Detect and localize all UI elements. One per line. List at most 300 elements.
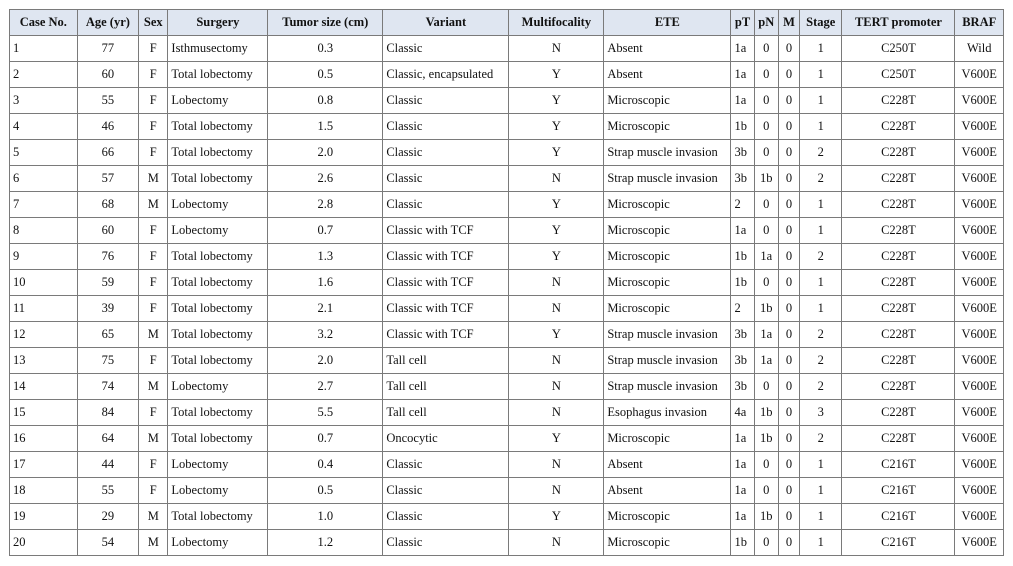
cell-braf: V600E — [955, 166, 1004, 192]
cell-multifocality: Y — [509, 114, 604, 140]
cell-pn: 0 — [754, 192, 778, 218]
cell-pt: 3b — [731, 140, 754, 166]
header-ete: ETE — [604, 10, 731, 36]
cell-stage: 1 — [800, 296, 842, 322]
cell-stage: 1 — [800, 62, 842, 88]
header-row — [10, 10, 1004, 36]
cell-multifocality: Y — [509, 62, 604, 88]
cell-multifocality: Y — [509, 140, 604, 166]
cell-tert-promoter: C228T — [842, 270, 955, 296]
cell-variant: Oncocytic — [383, 426, 509, 452]
cell-tumor-size: 0.7 — [268, 426, 383, 452]
cell-age: 57 — [77, 166, 139, 192]
cell-pn: 0 — [754, 88, 778, 114]
cell-tumor-size: 2.6 — [268, 166, 383, 192]
cell-tert-promoter: C228T — [842, 166, 955, 192]
cell-tert-promoter: C250T — [842, 62, 955, 88]
cell-sex: F — [139, 218, 168, 244]
cell-tumor-size: 2.0 — [268, 348, 383, 374]
cell-pn: 0 — [754, 270, 778, 296]
cell-braf: V600E — [955, 114, 1004, 140]
cell-pt: 1b — [731, 270, 754, 296]
cell-tumor-size: 0.8 — [268, 88, 383, 114]
cell-age: 77 — [77, 36, 139, 62]
cell-pn: 1a — [754, 244, 778, 270]
cell-tert-promoter: C228T — [842, 192, 955, 218]
cell-multifocality: N — [509, 348, 604, 374]
cell-stage: 2 — [800, 348, 842, 374]
cell-pn: 0 — [754, 218, 778, 244]
cell-case-no: 1 — [10, 36, 78, 62]
cell-pt: 3b — [731, 166, 754, 192]
table-row — [10, 374, 1004, 400]
cell-age: 55 — [77, 478, 139, 504]
header-age: Age (yr) — [77, 10, 139, 36]
cell-surgery: Total lobectomy — [168, 166, 268, 192]
cell-ete: Absent — [604, 478, 731, 504]
cell-surgery: Lobectomy — [168, 88, 268, 114]
cell-tumor-size: 5.5 — [268, 400, 383, 426]
cell-age: 60 — [77, 62, 139, 88]
cell-ete: Absent — [604, 452, 731, 478]
cell-stage: 1 — [800, 88, 842, 114]
cell-m: 0 — [778, 218, 799, 244]
header-pt: pT — [731, 10, 754, 36]
cell-tumor-size: 0.7 — [268, 218, 383, 244]
cell-pn: 1b — [754, 166, 778, 192]
header-tumor-size: Tumor size (cm) — [268, 10, 383, 36]
cell-pn: 0 — [754, 36, 778, 62]
cell-variant: Tall cell — [383, 374, 509, 400]
cell-variant: Classic — [383, 88, 509, 114]
table-row — [10, 88, 1004, 114]
cell-ete: Microscopic — [604, 426, 731, 452]
cell-tumor-size: 2.8 — [268, 192, 383, 218]
cell-tert-promoter: C228T — [842, 322, 955, 348]
cell-case-no: 6 — [10, 166, 78, 192]
table-row — [10, 452, 1004, 478]
cell-tumor-size: 2.0 — [268, 140, 383, 166]
cell-variant: Classic — [383, 504, 509, 530]
table-row — [10, 36, 1004, 62]
cell-age: 74 — [77, 374, 139, 400]
cell-variant: Tall cell — [383, 348, 509, 374]
cell-tumor-size: 1.3 — [268, 244, 383, 270]
cell-pn: 1b — [754, 400, 778, 426]
table-row — [10, 322, 1004, 348]
header-variant: Variant — [383, 10, 509, 36]
cell-stage: 1 — [800, 270, 842, 296]
cell-tert-promoter: C228T — [842, 400, 955, 426]
cell-ete: Absent — [604, 62, 731, 88]
cell-braf: V600E — [955, 244, 1004, 270]
cell-age: 64 — [77, 426, 139, 452]
cell-pn: 0 — [754, 478, 778, 504]
cell-ete: Strap muscle invasion — [604, 348, 731, 374]
cell-surgery: Lobectomy — [168, 374, 268, 400]
table-row — [10, 478, 1004, 504]
cell-m: 0 — [778, 62, 799, 88]
cell-surgery: Total lobectomy — [168, 244, 268, 270]
cell-m: 0 — [778, 400, 799, 426]
table-row — [10, 530, 1004, 556]
cell-multifocality: N — [509, 400, 604, 426]
cell-m: 0 — [778, 36, 799, 62]
cell-ete: Microscopic — [604, 504, 731, 530]
cell-variant: Classic with TCF — [383, 270, 509, 296]
cell-ete: Strap muscle invasion — [604, 166, 731, 192]
cell-stage: 1 — [800, 452, 842, 478]
cell-tumor-size: 0.4 — [268, 452, 383, 478]
cell-pt: 2 — [731, 296, 754, 322]
cell-m: 0 — [778, 426, 799, 452]
cell-pn: 0 — [754, 374, 778, 400]
cell-age: 84 — [77, 400, 139, 426]
cell-stage: 1 — [800, 114, 842, 140]
cell-m: 0 — [778, 192, 799, 218]
cell-case-no: 15 — [10, 400, 78, 426]
cell-variant: Classic — [383, 530, 509, 556]
cell-variant: Tall cell — [383, 400, 509, 426]
cell-braf: V600E — [955, 192, 1004, 218]
cell-multifocality: Y — [509, 244, 604, 270]
header-sex: Sex — [139, 10, 168, 36]
cell-ete: Strap muscle invasion — [604, 140, 731, 166]
cell-pt: 1b — [731, 244, 754, 270]
cell-tumor-size: 3.2 — [268, 322, 383, 348]
cell-multifocality: N — [509, 166, 604, 192]
cell-m: 0 — [778, 504, 799, 530]
cell-stage: 1 — [800, 504, 842, 530]
cell-variant: Classic with TCF — [383, 244, 509, 270]
cell-pn: 1a — [754, 322, 778, 348]
cell-tumor-size: 0.5 — [268, 62, 383, 88]
cell-tert-promoter: C228T — [842, 140, 955, 166]
header-tert-promoter: TERT promoter — [842, 10, 955, 36]
cell-pt: 1a — [731, 88, 754, 114]
cell-surgery: Lobectomy — [168, 218, 268, 244]
cell-sex: F — [139, 36, 168, 62]
cell-sex: M — [139, 166, 168, 192]
cell-multifocality: Y — [509, 504, 604, 530]
cell-tert-promoter: C216T — [842, 478, 955, 504]
cell-case-no: 12 — [10, 322, 78, 348]
cell-multifocality: Y — [509, 218, 604, 244]
cell-variant: Classic — [383, 140, 509, 166]
table-row — [10, 62, 1004, 88]
cell-case-no: 19 — [10, 504, 78, 530]
cell-ete: Microscopic — [604, 88, 731, 114]
cell-tert-promoter: C250T — [842, 36, 955, 62]
cell-sex: M — [139, 426, 168, 452]
cell-case-no: 10 — [10, 270, 78, 296]
cell-tumor-size: 1.2 — [268, 530, 383, 556]
table-row — [10, 348, 1004, 374]
cell-pt: 2 — [731, 192, 754, 218]
cell-tert-promoter: C216T — [842, 530, 955, 556]
cell-tumor-size: 0.3 — [268, 36, 383, 62]
cell-stage: 2 — [800, 322, 842, 348]
cell-case-no: 16 — [10, 426, 78, 452]
cell-m: 0 — [778, 530, 799, 556]
cell-case-no: 3 — [10, 88, 78, 114]
cell-tert-promoter: C228T — [842, 88, 955, 114]
cell-braf: V600E — [955, 426, 1004, 452]
cell-pt: 1a — [731, 218, 754, 244]
cell-tert-promoter: C228T — [842, 426, 955, 452]
cell-surgery: Total lobectomy — [168, 348, 268, 374]
cell-stage: 1 — [800, 530, 842, 556]
cell-m: 0 — [778, 374, 799, 400]
cell-multifocality: N — [509, 530, 604, 556]
cell-ete: Microscopic — [604, 530, 731, 556]
cell-surgery: Total lobectomy — [168, 322, 268, 348]
cell-sex: M — [139, 374, 168, 400]
cell-braf: V600E — [955, 452, 1004, 478]
cell-sex: M — [139, 322, 168, 348]
cell-pt: 4a — [731, 400, 754, 426]
cell-m: 0 — [778, 166, 799, 192]
cell-multifocality: Y — [509, 192, 604, 218]
cell-variant: Classic — [383, 192, 509, 218]
cell-stage: 2 — [800, 166, 842, 192]
cell-braf: V600E — [955, 218, 1004, 244]
cell-braf: V600E — [955, 140, 1004, 166]
cell-sex: F — [139, 270, 168, 296]
cell-pn: 1b — [754, 504, 778, 530]
cell-multifocality: N — [509, 270, 604, 296]
cell-pt: 3b — [731, 322, 754, 348]
cell-sex: F — [139, 296, 168, 322]
table-row — [10, 296, 1004, 322]
cell-tumor-size: 1.5 — [268, 114, 383, 140]
table-row — [10, 218, 1004, 244]
cell-variant: Classic with TCF — [383, 296, 509, 322]
cell-sex: F — [139, 478, 168, 504]
cell-variant: Classic — [383, 478, 509, 504]
cell-pt: 1a — [731, 62, 754, 88]
table-row — [10, 192, 1004, 218]
cell-stage: 2 — [800, 140, 842, 166]
table-body — [10, 36, 1004, 556]
cell-ete: Microscopic — [604, 296, 731, 322]
cell-sex: F — [139, 62, 168, 88]
cell-sex: M — [139, 530, 168, 556]
cell-case-no: 8 — [10, 218, 78, 244]
cell-age: 60 — [77, 218, 139, 244]
cell-age: 44 — [77, 452, 139, 478]
table-row — [10, 270, 1004, 296]
cell-pn: 1b — [754, 296, 778, 322]
cell-sex: F — [139, 400, 168, 426]
cell-stage: 2 — [800, 374, 842, 400]
cell-tert-promoter: C216T — [842, 452, 955, 478]
cell-surgery: Total lobectomy — [168, 270, 268, 296]
cell-case-no: 4 — [10, 114, 78, 140]
cell-pn: 0 — [754, 530, 778, 556]
cell-variant: Classic, encapsulated — [383, 62, 509, 88]
cell-braf: V600E — [955, 270, 1004, 296]
cell-tert-promoter: C228T — [842, 218, 955, 244]
cell-tumor-size: 1.0 — [268, 504, 383, 530]
cell-ete: Microscopic — [604, 218, 731, 244]
cell-stage: 1 — [800, 478, 842, 504]
cell-ete: Microscopic — [604, 192, 731, 218]
table-row — [10, 400, 1004, 426]
cell-case-no: 7 — [10, 192, 78, 218]
cell-sex: F — [139, 140, 168, 166]
cell-age: 54 — [77, 530, 139, 556]
cell-surgery: Total lobectomy — [168, 114, 268, 140]
cell-age: 39 — [77, 296, 139, 322]
cell-tumor-size: 2.1 — [268, 296, 383, 322]
cell-pt: 1a — [731, 36, 754, 62]
cell-multifocality: N — [509, 296, 604, 322]
cell-pn: 0 — [754, 452, 778, 478]
cell-surgery: Total lobectomy — [168, 400, 268, 426]
cell-pn: 0 — [754, 114, 778, 140]
cell-sex: M — [139, 192, 168, 218]
cell-pt: 1b — [731, 114, 754, 140]
cell-variant: Classic — [383, 452, 509, 478]
cell-braf: V600E — [955, 348, 1004, 374]
cell-age: 66 — [77, 140, 139, 166]
header-pn: pN — [754, 10, 778, 36]
cell-stage: 2 — [800, 244, 842, 270]
cell-ete: Microscopic — [604, 114, 731, 140]
cell-case-no: 5 — [10, 140, 78, 166]
cell-multifocality: N — [509, 374, 604, 400]
cell-tert-promoter: C216T — [842, 504, 955, 530]
cell-age: 65 — [77, 322, 139, 348]
cell-age: 29 — [77, 504, 139, 530]
cell-tert-promoter: C228T — [842, 296, 955, 322]
cell-age: 75 — [77, 348, 139, 374]
cell-pt: 1a — [731, 452, 754, 478]
cell-surgery: Total lobectomy — [168, 426, 268, 452]
cell-tumor-size: 0.5 — [268, 478, 383, 504]
cell-multifocality: Y — [509, 88, 604, 114]
cell-stage: 1 — [800, 218, 842, 244]
cell-m: 0 — [778, 348, 799, 374]
cell-sex: F — [139, 348, 168, 374]
cell-tert-promoter: C228T — [842, 114, 955, 140]
cell-surgery: Lobectomy — [168, 530, 268, 556]
table-row — [10, 114, 1004, 140]
cell-surgery: Isthmusectomy — [168, 36, 268, 62]
cell-pn: 1a — [754, 348, 778, 374]
cell-case-no: 14 — [10, 374, 78, 400]
cell-tumor-size: 1.6 — [268, 270, 383, 296]
cell-stage: 3 — [800, 400, 842, 426]
cell-ete: Absent — [604, 36, 731, 62]
cell-age: 55 — [77, 88, 139, 114]
table-row — [10, 504, 1004, 530]
cell-case-no: 18 — [10, 478, 78, 504]
header-m: M — [778, 10, 799, 36]
cell-braf: V600E — [955, 530, 1004, 556]
cell-sex: F — [139, 88, 168, 114]
cell-age: 46 — [77, 114, 139, 140]
cell-pt: 1a — [731, 426, 754, 452]
cell-multifocality: N — [509, 36, 604, 62]
cell-case-no: 17 — [10, 452, 78, 478]
cell-tumor-size: 2.7 — [268, 374, 383, 400]
header-stage: Stage — [800, 10, 842, 36]
cell-m: 0 — [778, 452, 799, 478]
cell-tert-promoter: C228T — [842, 374, 955, 400]
header-case-no: Case No. — [10, 10, 78, 36]
cell-pt: 1a — [731, 478, 754, 504]
cell-multifocality: N — [509, 452, 604, 478]
cell-m: 0 — [778, 478, 799, 504]
cell-age: 68 — [77, 192, 139, 218]
cell-surgery: Total lobectomy — [168, 504, 268, 530]
table-row — [10, 244, 1004, 270]
cell-variant: Classic — [383, 36, 509, 62]
table-row — [10, 166, 1004, 192]
cell-case-no: 11 — [10, 296, 78, 322]
cell-ete: Microscopic — [604, 244, 731, 270]
cell-pt: 1a — [731, 504, 754, 530]
cell-pt: 3b — [731, 374, 754, 400]
cell-multifocality: Y — [509, 426, 604, 452]
table-row — [10, 426, 1004, 452]
cell-tert-promoter: C228T — [842, 244, 955, 270]
table-row — [10, 140, 1004, 166]
cell-pt: 3b — [731, 348, 754, 374]
cell-braf: V600E — [955, 322, 1004, 348]
cell-braf: V600E — [955, 62, 1004, 88]
cell-braf: V600E — [955, 374, 1004, 400]
cell-pn: 0 — [754, 62, 778, 88]
cell-variant: Classic — [383, 166, 509, 192]
cell-ete: Esophagus invasion — [604, 400, 731, 426]
cell-case-no: 2 — [10, 62, 78, 88]
cell-multifocality: N — [509, 478, 604, 504]
header-braf: BRAF — [955, 10, 1004, 36]
cell-variant: Classic with TCF — [383, 322, 509, 348]
cell-stage: 1 — [800, 36, 842, 62]
cell-m: 0 — [778, 322, 799, 348]
cell-pn: 1b — [754, 426, 778, 452]
cell-braf: Wild — [955, 36, 1004, 62]
cell-m: 0 — [778, 114, 799, 140]
cell-variant: Classic — [383, 114, 509, 140]
cell-ete: Strap muscle invasion — [604, 374, 731, 400]
cell-braf: V600E — [955, 504, 1004, 530]
cell-braf: V600E — [955, 296, 1004, 322]
cell-braf: V600E — [955, 400, 1004, 426]
cell-pt: 1b — [731, 530, 754, 556]
cell-sex: F — [139, 114, 168, 140]
cell-age: 59 — [77, 270, 139, 296]
cell-ete: Microscopic — [604, 270, 731, 296]
cell-surgery: Total lobectomy — [168, 140, 268, 166]
cell-surgery: Lobectomy — [168, 452, 268, 478]
cell-ete: Strap muscle invasion — [604, 322, 731, 348]
cell-m: 0 — [778, 296, 799, 322]
cell-sex: F — [139, 244, 168, 270]
cell-variant: Classic with TCF — [383, 218, 509, 244]
case-table — [9, 9, 1004, 556]
header-multifocality: Multifocality — [509, 10, 604, 36]
cell-m: 0 — [778, 270, 799, 296]
cell-m: 0 — [778, 88, 799, 114]
cell-surgery: Total lobectomy — [168, 296, 268, 322]
cell-sex: F — [139, 452, 168, 478]
cell-case-no: 13 — [10, 348, 78, 374]
